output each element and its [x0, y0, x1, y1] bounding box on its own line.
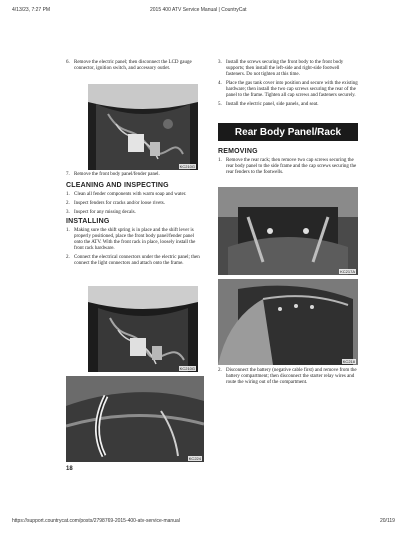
photo-electric-panel: [88, 286, 198, 372]
step-number: 4.: [218, 81, 222, 86]
left-step-6: [66, 60, 204, 75]
step-text: Remove the electric panel; then disconnect the LCD gauge connector, ignition switch, and accessory outlet.: [74, 60, 192, 71]
step-text: Remove the front body panel/fender panel.: [74, 172, 160, 177]
footer-page-counter: 20/119: [380, 518, 395, 524]
figure-caption: KC210G: [179, 366, 195, 371]
step-text: Inspect for any missing decals.: [74, 210, 136, 215]
step-number: 5.: [218, 102, 222, 107]
section-heading-removing: REMOVING: [218, 148, 258, 155]
step-text: Remove the rear rack; then remove two cap screws securing the rear body panel to the side frame and the cap screws securing the rear fenders to the footwells.: [226, 158, 357, 175]
removing-section: [218, 147, 358, 179]
step-number: 7.: [66, 172, 70, 177]
photo-rear-body-panel: [218, 279, 358, 365]
step-text: Connect the electrical connectors under the electric panel; then connect the light connectors and attach onto the frame.: [74, 255, 200, 266]
photo-wire-connector: [66, 376, 204, 462]
step-text: Disconnect the battery (negative cable first) and remove from the battery compartment; then disconnect the starter relay wires and route the wiring out of the compartment.: [226, 368, 357, 385]
right-steps-top: [218, 60, 358, 111]
photo-rear-rack: [218, 187, 358, 275]
step-text: Place the gas tank cover into position and secure with the existing hardware; then install the two cap screws securing the rear of the panel to the frame. Tighten all cap screws and fasteners securely.: [226, 81, 358, 98]
cleaning-section: [66, 181, 204, 270]
step-number: 3.: [66, 210, 70, 215]
step-number: 1.: [66, 228, 70, 233]
section-heading-cleaning: CLEANING AND INSPECTING: [66, 182, 169, 189]
step-text: Clean all fender components with warm soap and water.: [74, 192, 187, 197]
figure-caption: KC218: [342, 359, 355, 364]
removing-step-2: [218, 368, 358, 389]
photo-illustration: [218, 279, 358, 365]
step-text: Inspect fenders for cracks and/or loose rivets.: [74, 201, 165, 206]
step-number: 1.: [218, 158, 222, 163]
figure-caption: KC224: [188, 456, 201, 461]
step-text: Install the electric panel, side panels, and seat.: [226, 102, 319, 107]
step-text: Making sure the shift spring is in place and the shift lever is properly positioned, place the front body panel/fender panel onto the ATV. With the front rack in place, loosely install the front rack hardware.: [74, 228, 196, 251]
photo-lcd-gauge: [88, 84, 198, 170]
step-number: 3.: [218, 60, 222, 65]
section-title-bar: Rear Body Panel/Rack: [218, 123, 358, 141]
step-text: Install the screws securing the front body to the front body supports; then install the left-side and right-side footwell fasteners. Do not tighten at this time.: [226, 60, 344, 77]
photo-illustration: [218, 187, 358, 275]
footer-url: https://support.countrycat.com/posts/2798769-2015-400-atv-service-manual: [12, 518, 180, 524]
step-number: 2.: [66, 255, 70, 260]
header-title: 2015 400 ATV Service Manual | CountryCat: [150, 7, 247, 13]
figure-caption: KC210G: [179, 164, 195, 169]
header-datetime: 4/13/23, 7:27 PM: [12, 7, 51, 13]
step-number: 1.: [66, 192, 70, 197]
page-number: 18: [66, 466, 73, 472]
section-heading-installing: INSTALLING: [66, 218, 110, 225]
photo-illustration: [88, 84, 198, 170]
step-number: 2.: [66, 201, 70, 206]
step-number: 2.: [218, 368, 222, 373]
figure-caption: KC217A: [340, 269, 355, 274]
photo-illustration: [66, 376, 204, 462]
left-step-7: [66, 172, 204, 181]
photo-illustration: [88, 286, 198, 372]
step-number: 6.: [66, 60, 70, 65]
